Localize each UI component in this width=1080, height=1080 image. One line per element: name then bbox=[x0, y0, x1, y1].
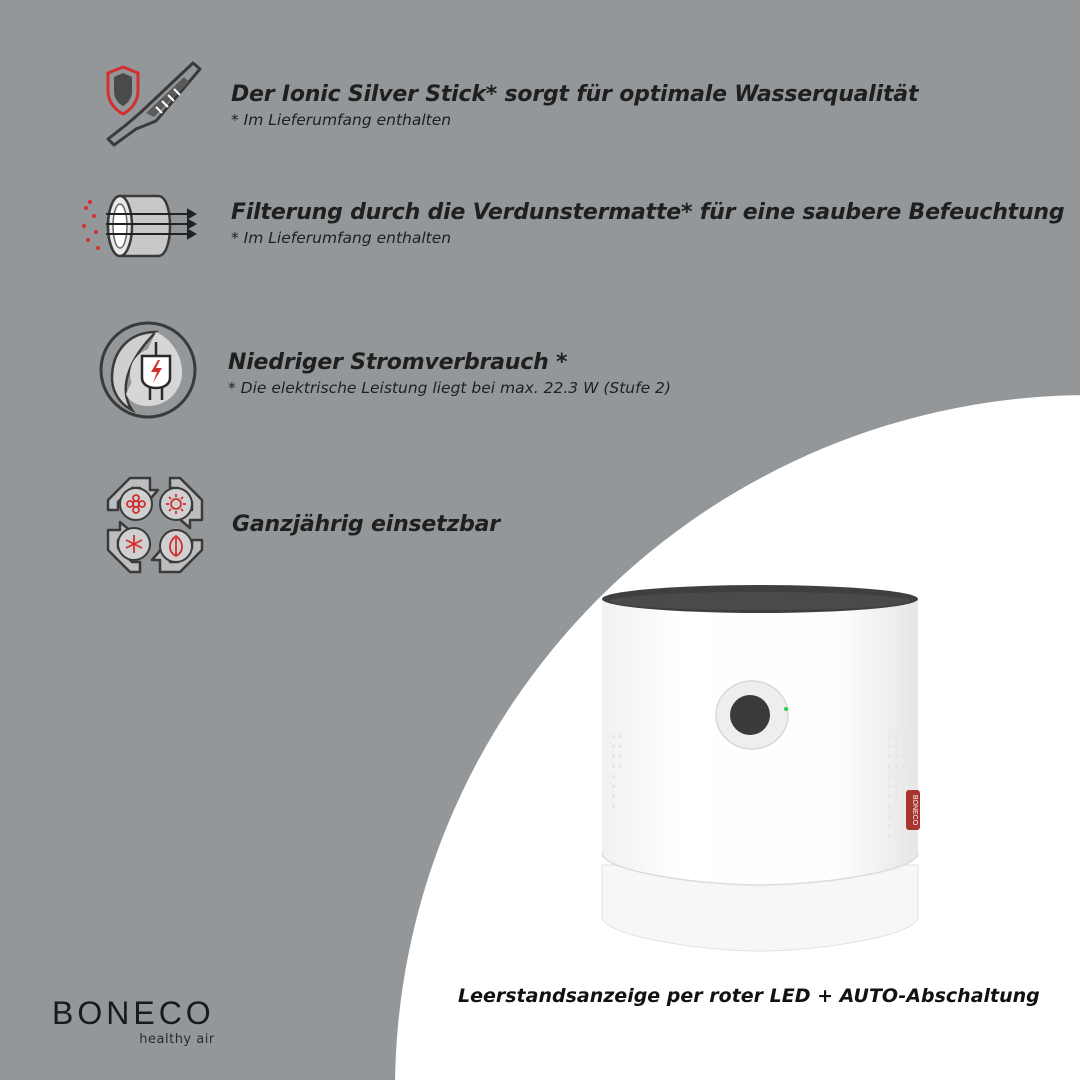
boneco-logo bbox=[52, 995, 215, 1047]
leaf-plug-icon bbox=[98, 320, 198, 420]
shield-stick-icon bbox=[96, 55, 206, 150]
feature-note: * Die elektrische Leistung liegt bei max. 22.3 W (Stufe 2) bbox=[228, 379, 671, 397]
feature-year-round bbox=[232, 512, 500, 537]
brand-tag-label: BONECO bbox=[911, 794, 918, 826]
brand-tagline: healthy air bbox=[139, 1032, 215, 1047]
brand-name: BONECO bbox=[52, 995, 215, 1031]
product-caption: Leerstandsanzeige per roter LED + AUTO-Abschaltung bbox=[458, 985, 1040, 1007]
feature-title: Filterung durch die Verdunstermatte* für eine saubere Befeuchtung bbox=[231, 200, 1065, 225]
feature-note: * Im Lieferumfang enthalten bbox=[231, 229, 452, 247]
filter-mat-icon bbox=[78, 188, 198, 263]
feature-ionic-silver-stick bbox=[231, 82, 918, 129]
feature-note: * Im Lieferumfang enthalten bbox=[231, 111, 452, 129]
feature-title: Niedriger Stromverbrauch * bbox=[228, 350, 568, 375]
feature-title: Ganzjährig einsetzbar bbox=[232, 512, 500, 537]
humidifier-product-image bbox=[598, 585, 928, 955]
seasons-cycle-icon bbox=[100, 470, 210, 580]
feature-filter-mat bbox=[231, 200, 1064, 247]
feature-low-power bbox=[228, 350, 671, 397]
feature-title: Der Ionic Silver Stick* sorgt für optimale Wasserqualität bbox=[231, 82, 919, 107]
